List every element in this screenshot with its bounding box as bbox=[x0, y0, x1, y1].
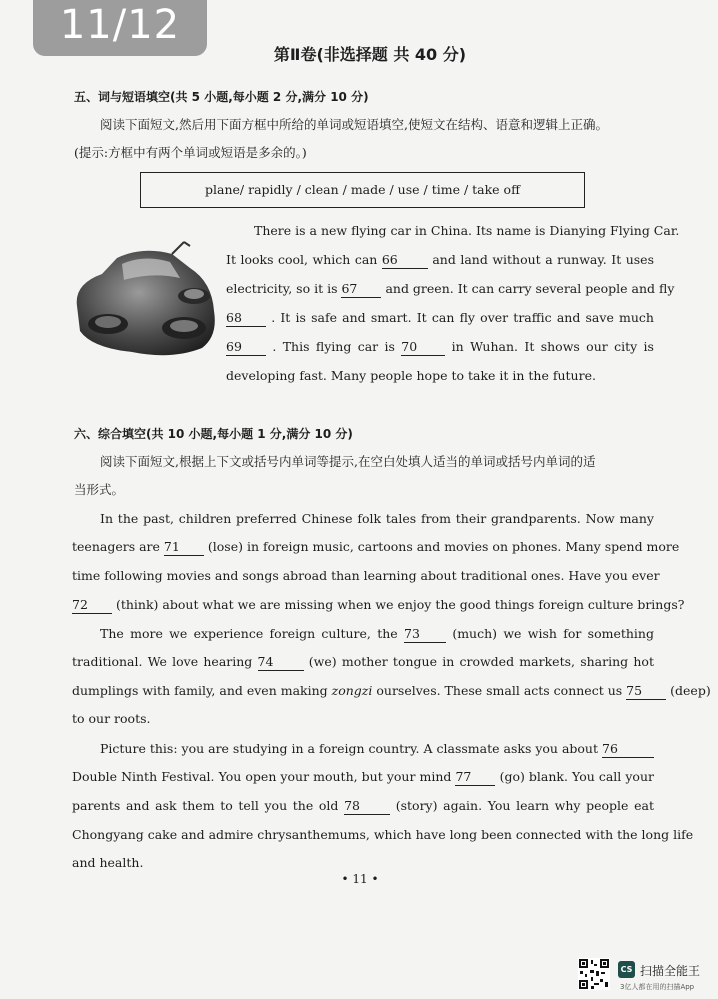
camscanner-logo-icon: CS bbox=[618, 961, 635, 978]
section6-heading: 六、综合填空(共 10 小题,每小题 1 分,满分 10 分) bbox=[74, 427, 353, 441]
s5-line3: electricity, so it is 67 and green. It can carry several people and fly bbox=[226, 281, 675, 296]
camscanner-tagline: 3亿人都在用的扫描App bbox=[620, 983, 695, 991]
section5-instruction-2: (提示:方框中有两个单词或短语是多余的。) bbox=[74, 145, 307, 160]
blank-69[interactable]: 69 bbox=[226, 339, 266, 356]
flying-car-image bbox=[72, 236, 222, 361]
qr-code-icon bbox=[578, 958, 610, 990]
section6-instruction-1: 阅读下面短文,根据上下文或括号内单词等提示,在空白处填人适当的单词或括号内单词的适 bbox=[100, 454, 596, 469]
s6-p1-line3: time following movies and songs abroad than learning about traditional ones. Have you ever bbox=[72, 568, 660, 583]
page-counter-badge: 11/12 bbox=[33, 0, 207, 56]
section6-instruction-2: 当形式。 bbox=[74, 482, 125, 497]
blank-66[interactable]: 66 bbox=[382, 252, 428, 269]
blank-78[interactable]: 78 bbox=[344, 798, 390, 815]
section5-heading: 五、词与短语填空(共 5 小题,每小题 2 分,满分 10 分) bbox=[74, 90, 369, 104]
s5-line4: 68 . It is safe and smart. It can fly over traffic and save much bbox=[226, 310, 654, 325]
blank-73[interactable]: 73 bbox=[404, 626, 446, 643]
s6-p3-line3: parents and ask them to tell you the old 78 (story) again. You learn why people eat bbox=[72, 798, 654, 813]
s6-p2-line4: to our roots. bbox=[72, 711, 151, 726]
blank-70[interactable]: 70 bbox=[401, 339, 445, 356]
s6-p3-line4: Chongyang cake and admire chrysanthemums, which have long been connected with the long life bbox=[72, 827, 694, 842]
s5-line5: 69 . This flying car is 70 in Wuhan. It shows our city is bbox=[226, 339, 654, 354]
s6-p1-line1: In the past, children preferred Chinese folk tales from their grandparents. Now many bbox=[100, 511, 654, 526]
page-number: • 11 • bbox=[341, 872, 379, 886]
camscanner-app-name: 扫描全能王 bbox=[640, 964, 701, 978]
blank-75[interactable]: 75 bbox=[626, 683, 666, 700]
blank-71[interactable]: 71 bbox=[164, 539, 204, 556]
s6-p3-line1: Picture this: you are studying in a foreign country. A classmate asks you about 76 bbox=[100, 734, 654, 763]
blank-72[interactable]: 72 bbox=[72, 597, 112, 614]
s6-p2-line2: traditional. We love hearing 74 (we) mother tongue in crowded markets, sharing hot bbox=[72, 654, 654, 669]
s6-p3-line2: Double Ninth Festival. You open your mouth, but your mind 77 (go) blank. You call your bbox=[72, 769, 654, 784]
s5-line6: developing fast. Many people hope to take it in the future. bbox=[226, 368, 596, 383]
s6-p2-line3: dumplings with family, and even making zongzi ourselves. These small acts connect us 75 (deep) bbox=[72, 683, 711, 698]
word-box: plane/ rapidly / clean / made / use / time / take off bbox=[140, 172, 585, 208]
blank-74[interactable]: 74 bbox=[258, 654, 304, 671]
blank-76[interactable]: 76 bbox=[602, 741, 654, 758]
s5-line1: There is a new flying car in China. Its name is Dianying Flying Car. bbox=[254, 223, 680, 238]
blank-68[interactable]: 68 bbox=[226, 310, 266, 327]
s5-line2: It looks cool, which can 66 and land without a runway. It uses bbox=[226, 252, 654, 267]
s6-p1-line2: teenagers are 71 (lose) in foreign music, cartoons and movies on phones. Many spend more bbox=[72, 539, 680, 554]
s6-p3-line5: and health. bbox=[72, 855, 144, 870]
s6-p1-line4: 72 (think) about what we are missing when we enjoy the good things foreign culture brings? bbox=[72, 597, 685, 612]
blank-77[interactable]: 77 bbox=[455, 769, 495, 786]
part-title: 第Ⅱ卷(非选择题 共 40 分) bbox=[273, 45, 467, 64]
blank-67[interactable]: 67 bbox=[341, 281, 381, 298]
s6-p2-line1: The more we experience foreign culture, the 73 (much) we wish for something bbox=[100, 626, 654, 641]
section5-instruction-1: 阅读下面短文,然后用下面方框中所给的单词或短语填空,使短文在结构、语意和逻辑上正确。 bbox=[100, 117, 608, 132]
